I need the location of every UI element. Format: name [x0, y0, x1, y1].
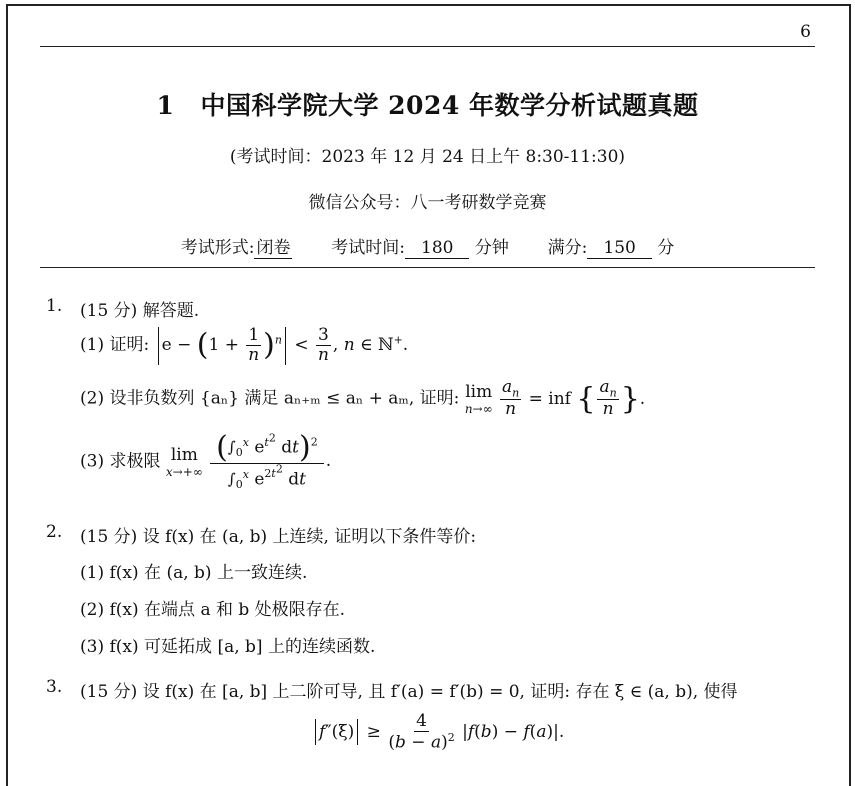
exam-time-label: 考试时间: [331, 238, 405, 258]
page-number: 6 [800, 22, 811, 42]
part-text: f(x) 在 (a, b) 上一致连续. [109, 563, 308, 583]
title-text: 中国科学院大学 2024 年数学分析试题真题 [200, 91, 699, 120]
question-1-part-2 [80, 378, 645, 420]
header-rule [40, 46, 815, 47]
wechat-account: 微信公众号：八一考研数学竞赛 [308, 193, 547, 213]
question-2-part-1 [80, 558, 307, 583]
part-label: (2) 设非负数列 {aₙ} 满足 aₙ₊ₘ ≤ aₙ + aₘ, 证明: [80, 388, 460, 409]
exam-date: (考试时间：2023 年 12 月 24 日上午 8:30-11:30) [229, 147, 626, 167]
question-3-display-formula [312, 712, 564, 753]
question-1-part-1 [80, 326, 408, 365]
exam-form-value: 闭卷 [256, 238, 291, 258]
part-formula: lim x→+∞ $\frac{(\int_0^x e^{t^2} dt)^2}{\int_0^x e^{2t^2} dt}$ . [165, 429, 332, 492]
question-2-part-3 [80, 632, 375, 657]
header-bottom-rule [40, 267, 815, 268]
part-formula: e − (1 + $\frac{1}{n}$ )$^n$ < $\frac{3}{n}$ , n ∈ ℕ+. [155, 335, 409, 355]
exam-title [0, 86, 855, 122]
part-label: (3) 求极限 [80, 451, 161, 472]
exam-info-line [0, 233, 855, 258]
full-score-label: 满分: [547, 238, 588, 258]
full-score-unit: 分 [657, 238, 675, 258]
question-number: 2. [46, 522, 63, 542]
question-intro: (15 分) 设 f(x) 在 [a, b] 上二阶可导, 且 f′(a) = f′(b) = 0, 证明: 存在 ξ ∈ (a, b), 使得 [80, 682, 738, 702]
question-number: 1. [46, 296, 63, 316]
question-intro: (15 分) 设 f(x) 在 (a, b) 上连续, 证明以下条件等价: [80, 527, 477, 547]
question-1-part-3 [80, 429, 332, 492]
full-score-value: 150 [587, 238, 651, 259]
part-text: f(x) 在端点 a 和 b 处极限存在. [109, 600, 346, 620]
question-intro: (15 分) 解答题. [80, 301, 200, 321]
question-number: 3. [46, 677, 63, 697]
exam-time-value: 180 [405, 238, 469, 259]
part-text: f(x) 可延拓成 [a, b] 上的连续函数. [109, 637, 376, 657]
part-formula: lim n→∞ $\frac{a_n}{n}$ = inf { $\frac{a_n}{n}$ }. [464, 377, 646, 420]
part-label: (1) 证明: [80, 335, 150, 356]
display-formula: f″(ξ) ≥ $\frac{4}{(b - a)^2}$ |f(b) − f(a)|. [312, 722, 564, 742]
exam-time-unit: 分钟 [474, 238, 509, 258]
title-number: 1 [156, 91, 175, 120]
question-2-part-2 [80, 595, 345, 620]
part-label: (2) [80, 600, 105, 620]
exam-form-label: 考试形式: [180, 238, 255, 258]
part-label: (3) [80, 637, 105, 657]
part-label: (1) [80, 563, 105, 583]
